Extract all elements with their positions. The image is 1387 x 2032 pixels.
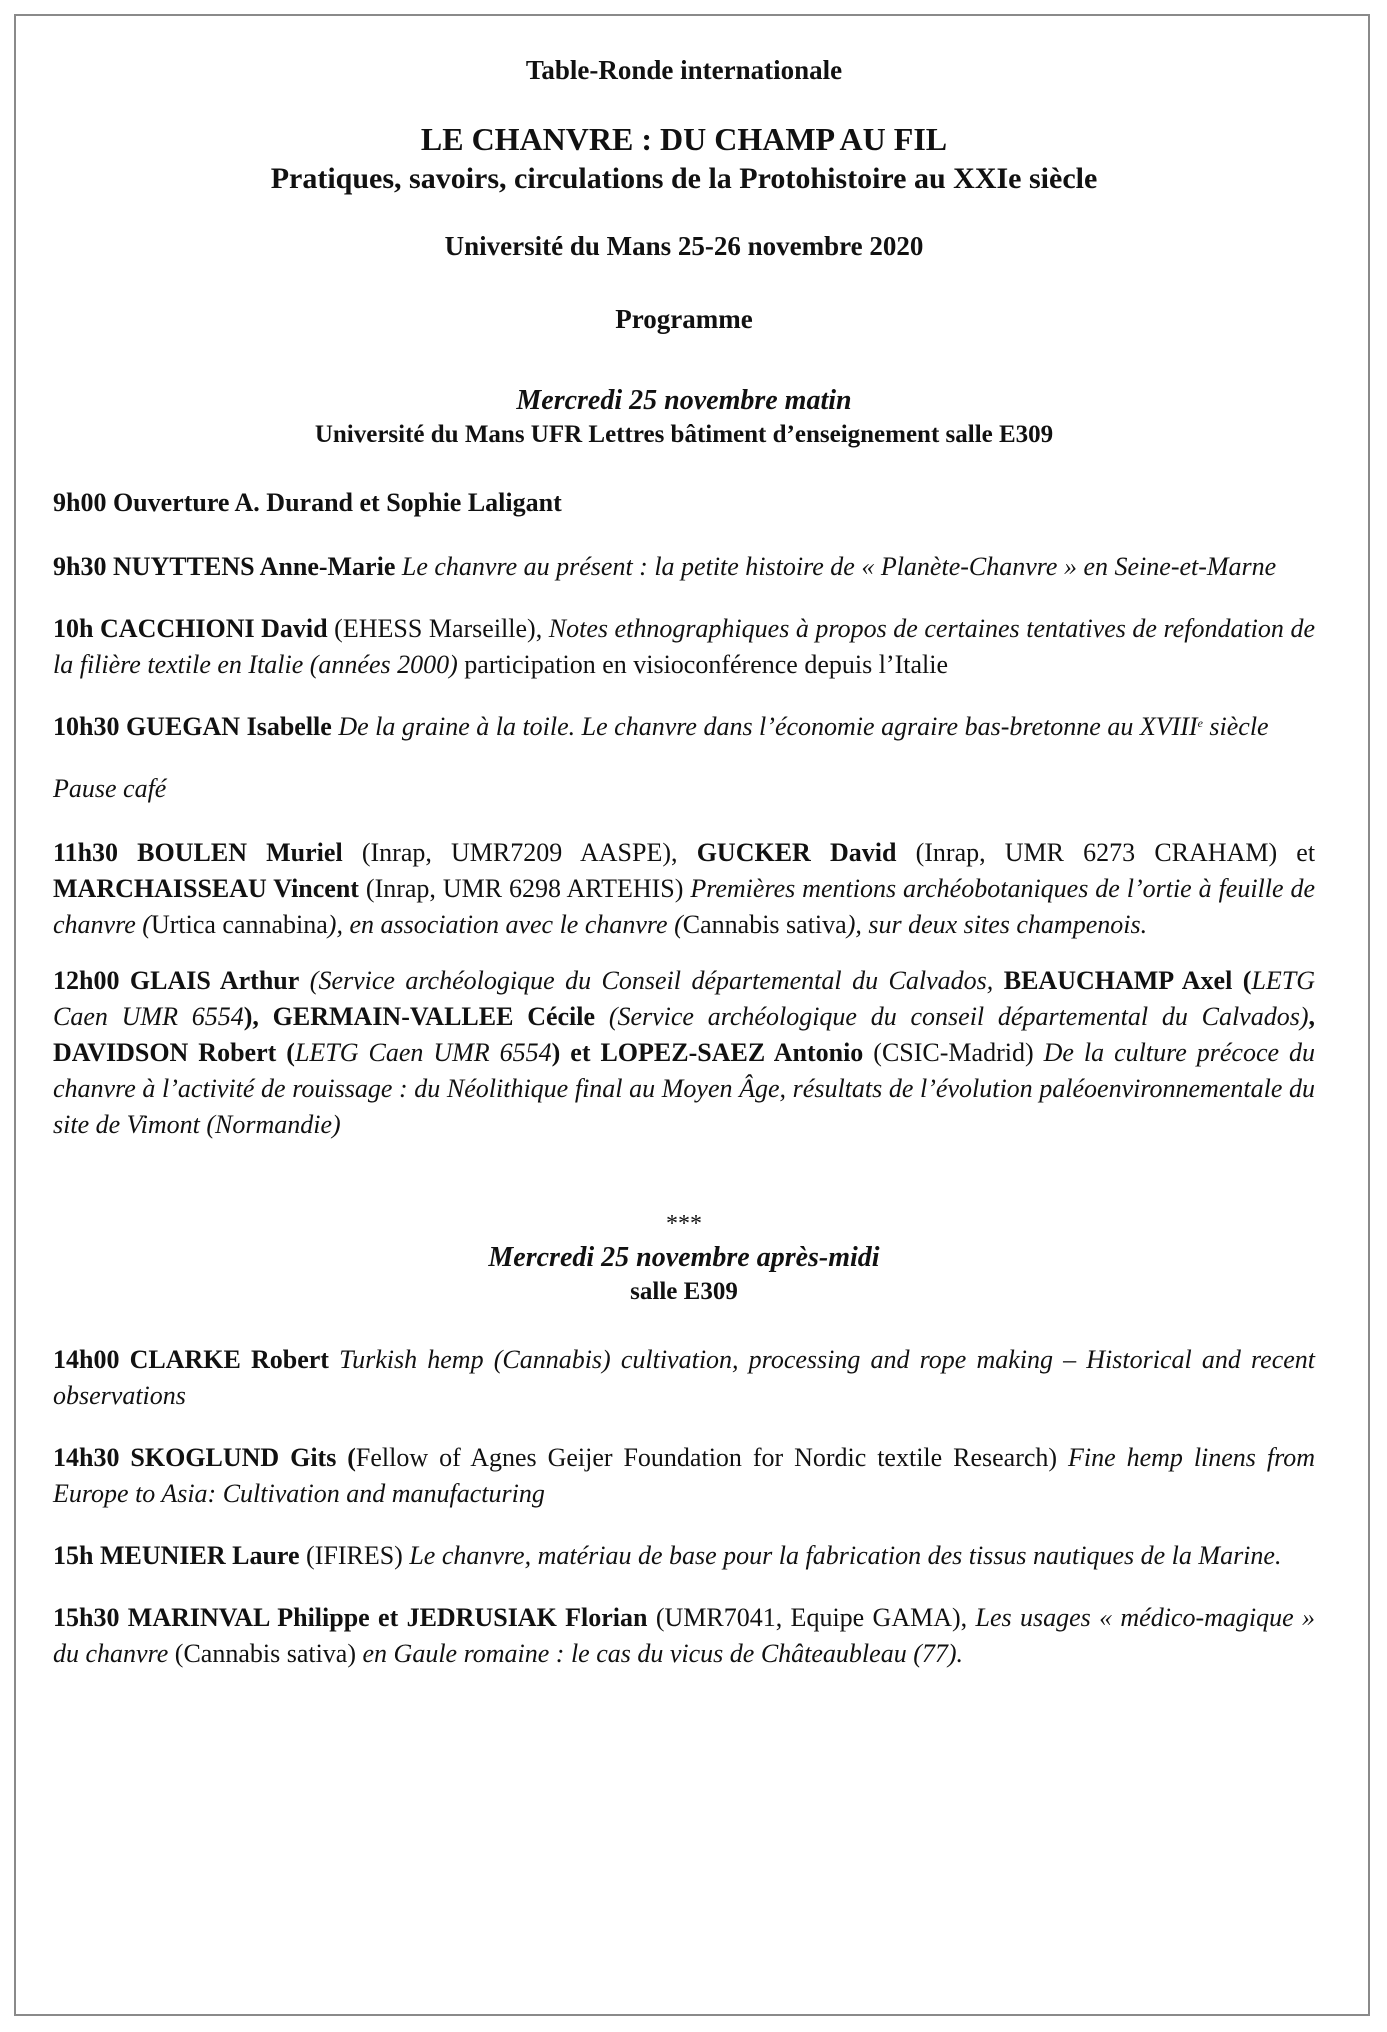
talk-title: Turkish hemp (Cannabis) cultivation, processing and rope making – Historical and recent observations: [53, 1345, 1316, 1410]
session-morning-place: Université du Mans UFR Lettres bâtiment d’enseignement salle E309: [314, 421, 1054, 448]
speaker-affiliation: (Inrap, UMR 6273 CRAHAM) et: [915, 838, 1316, 867]
session-afternoon-day: Mercredi 25 novembre après-midi: [488, 1242, 880, 1273]
speaker-names: ), GERMAIN-VALLEE Cécile: [243, 1002, 596, 1031]
speaker-affiliation: (EHESS Marseille),: [334, 614, 543, 643]
species-name: (Cannabis sativa): [174, 1639, 357, 1668]
speaker-names: 9h00 Ouverture A. Durand et Sophie Laligant: [53, 488, 562, 517]
event-subtitle: Pratiques, savoirs, circulations de la Protohistoire au XXIe siècle: [270, 162, 1098, 195]
speaker-names: BEAUCHAMP Axel (: [1003, 966, 1252, 995]
speaker-names: MARCHAISSEAU Vincent: [53, 874, 359, 903]
speaker-names: 11h30 BOULEN Muriel: [53, 838, 343, 867]
talk-title: Le chanvre, matériau de base pour la fabrication des tissus nautiques de la Marine.: [409, 1541, 1282, 1570]
coffee-break: Pause café: [53, 774, 167, 803]
agenda-item: [53, 835, 1315, 943]
section-separator: ***: [666, 1211, 702, 1237]
event-kicker: Table-Ronde internationale: [525, 55, 843, 85]
species-name: Urtica cannabina: [150, 910, 328, 939]
session-morning-day: Mercredi 25 novembre matin: [516, 385, 852, 416]
speaker-affiliation: (Service archéologique du conseil départemental du Calvados): [608, 1002, 1309, 1031]
talk-title: en Gaule romaine : le cas du vicus de Châteaubleau (77).: [362, 1639, 964, 1668]
talk-title: Le chanvre au présent : la petite histoire de « Planète-Chanvre » en Seine-et-Marne: [401, 552, 1277, 581]
talk-title-end: siècle: [1209, 712, 1269, 741]
speaker-affiliation: (Service archéologique du Conseil départemental du Calvados,: [309, 966, 994, 995]
speaker-names: 9h30 NUYTTENS Anne-Marie: [53, 552, 396, 581]
talk-title: ), en association avec le chanvre (: [327, 910, 683, 939]
programme-heading: Programme: [615, 304, 753, 334]
speaker-affiliation: (Inrap, UMR 6298 ARTEHIS): [365, 874, 684, 903]
agenda-item: [53, 549, 1315, 585]
agenda-item: [53, 1600, 1315, 1672]
speaker-affiliation: (Inrap, UMR7209 AASPE),: [361, 838, 678, 867]
speaker-names: 15h30 MARINVAL Philippe et JEDRUSIAK Florian: [53, 1603, 648, 1632]
speaker-names: 10h CACCHIONI David: [53, 614, 328, 643]
event-venue-date: Université du Mans 25-26 novembre 2020: [444, 231, 924, 261]
species-name: Cannabis sativa: [682, 910, 847, 939]
talk-title: Premières mentions archéobotaniques de l’ortie à feuille de chanvre (: [53, 874, 1316, 939]
speaker-affiliation: LETG Caen UMR 6554: [294, 1038, 552, 1067]
speaker-affiliation: Fellow of Agnes Geijer Foundation for Nordic textile Research): [355, 1443, 1058, 1472]
agenda-item: [53, 1440, 1315, 1512]
agenda-item: [53, 611, 1315, 683]
talk-title: ), sur deux sites champenois.: [846, 910, 1148, 939]
talk-title: Notes ethnographiques à propos de certaines tentatives de refondation de la filière textile en Italie (années 2000): [53, 614, 1315, 679]
speaker-names: 12h00 GLAIS Arthur: [53, 966, 300, 995]
talk-title: Fine hemp linens from Europe to Asia: Cultivation and manufacturing: [53, 1443, 1315, 1508]
agenda-item: [53, 1342, 1315, 1414]
speaker-affiliation: (IFIRES): [306, 1541, 403, 1570]
speaker-names: 14h30 SKOGLUND Gits (: [53, 1443, 356, 1472]
speaker-names: 14h00 CLARKE Robert: [53, 1345, 329, 1374]
talk-note: participation en visioconférence depuis l’Italie: [464, 650, 948, 679]
speaker-names: 10h30 GUEGAN Isabelle: [53, 712, 332, 741]
agenda-item: [53, 485, 1315, 521]
talk-title: De la culture précoce du chanvre à l’activité de rouissage : du Néolithique final au Moyen Âge, résultats de l’évolution paléoenvironnementale du site de Vimont (Normandie): [53, 1038, 1316, 1139]
speaker-affiliation: LETG Caen UMR 6554: [53, 966, 1316, 1031]
speaker-affiliation: (CSIC-Madrid): [873, 1038, 1034, 1067]
talk-title: Les usages « médico-magique » du chanvre: [53, 1603, 1316, 1668]
speaker-names: 15h MEUNIER Laure: [53, 1541, 300, 1570]
talk-title: De la graine à la toile. Le chanvre dans l’économie agraire bas-bretonne au XVIII: [338, 712, 1198, 741]
programme-page: [53, 55, 1315, 1672]
event-title: LE CHANVRE : DU CHAMP AU FIL: [420, 121, 948, 157]
agenda-item: [53, 1538, 1315, 1574]
session-afternoon-place: salle E309: [630, 1278, 738, 1305]
agenda-item: [53, 963, 1315, 1143]
agenda-item: [53, 709, 1315, 745]
speaker-names: ) et LOPEZ-SAEZ Antonio: [551, 1038, 864, 1067]
speaker-names: , DAVIDSON Robert (: [53, 1002, 1315, 1067]
speaker-names: GUCKER David: [696, 838, 897, 867]
superscript: e: [1197, 716, 1203, 730]
speaker-affiliation: (UMR7041, Equipe GAMA),: [655, 1603, 968, 1632]
